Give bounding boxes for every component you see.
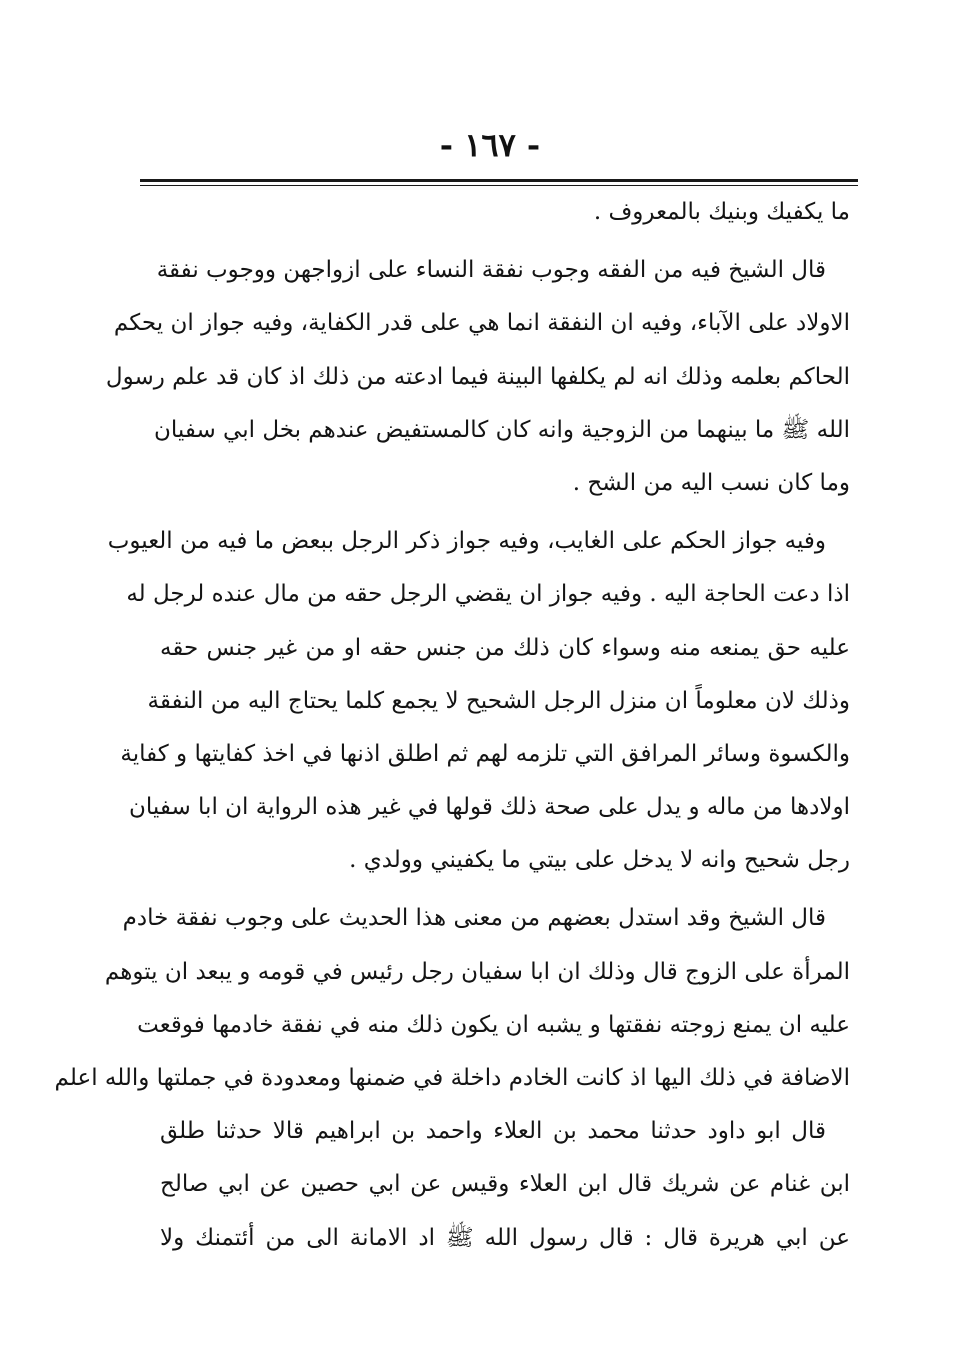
text-line: رجل شحيح وانه لا يدخل على بيتي ما يكفيني وولدي .: [349, 847, 850, 874]
text-line: الله ﷺ ما بينهما من الزوجية وانه كان كالمستفيض عندهم بخل ابي سفيان: [154, 416, 850, 443]
text-line: قال ابو داود حدثنا محمد بن العلاء واحمد بن ابراهيم قالا حدثنا طلق: [160, 1118, 826, 1145]
text-line: ابن غنام عن شريك قال ابن العلاء وقيس عن ابي حصين عن ابي صالح: [160, 1171, 850, 1198]
text-line: اولادها من ماله و يدل على صحة ذلك قولها في غير هذه الرواية ان ابا سفيان: [128, 794, 850, 821]
text-line: الاضافة في ذلك اليها اذ كانت الخادم داخلة في ضمنها ومعدودة في جملتها والله اعلم: [54, 1065, 850, 1091]
text-line: وذلك لان معلوماً ان منزل الرجل الشحيح لا يجمع كلما يحتاج اليه من النفقة: [147, 687, 850, 714]
text-line: وما كان نسب اليه من الشح .: [572, 469, 850, 496]
text-line: عليه حق يمنعه منه وسواء كان ذلك من جنس حقه او من غير جنس حقه: [160, 634, 850, 661]
text-line: عن ابي هريرة قال : قال رسول الله ﷺ اد الامانة الى من أئتمنك ولا: [160, 1224, 850, 1251]
header-rule-thick: [140, 179, 858, 182]
text-line: قال الشيخ فيه من الفقه وجوب نفقة النساء على ازواجهن ووجوب نفقة: [156, 257, 826, 284]
text-line: الاولاد على الآباء، وفيه ان النفقة انما هي على قدر الكفاية، وفيه جواز ان يحكم: [113, 310, 850, 337]
text-line: اذا دعت الحاجة اليه . وفيه جواز ان يقضي الرجل حقه من مال عنده لرجل له: [126, 581, 850, 608]
text-line: قال الشيخ وقد استدل بعضهم من معنى هذا الحديث على وجوب نفقة خادم: [122, 905, 826, 932]
text-line: المرأة على الزوج قال وذلك ان ابا سفيان رجل رئيس في قومه و يبعد ان يتوهم: [104, 958, 850, 985]
text-line: الحاكم بعلمه وذلك انه لم يكلفها البينة فيما ادعته من ذلك اذ كان قد علم رسول: [105, 363, 850, 390]
page-number: - ١٦٧ -: [439, 126, 541, 164]
text-line: ما يكفيك وبنيك بالمعروف .: [593, 199, 850, 225]
text-line: وفيه جواز الحكم على الغايب، وفيه جواز ذكر الرجل ببعض ما فيه من العيوب: [107, 528, 826, 555]
text-line: والكسوة وسائر المرافق التي تلزمه لهم ثم اطلق اذنها في اخذ كفايتها و كفاية: [120, 740, 850, 767]
body-text: [54, 186, 850, 1265]
text-line: عليه ان يمنع زوجته نفقتها و يشبه ان يكون ذلك منه في نفقة خادمها فوقعت: [137, 1011, 850, 1038]
